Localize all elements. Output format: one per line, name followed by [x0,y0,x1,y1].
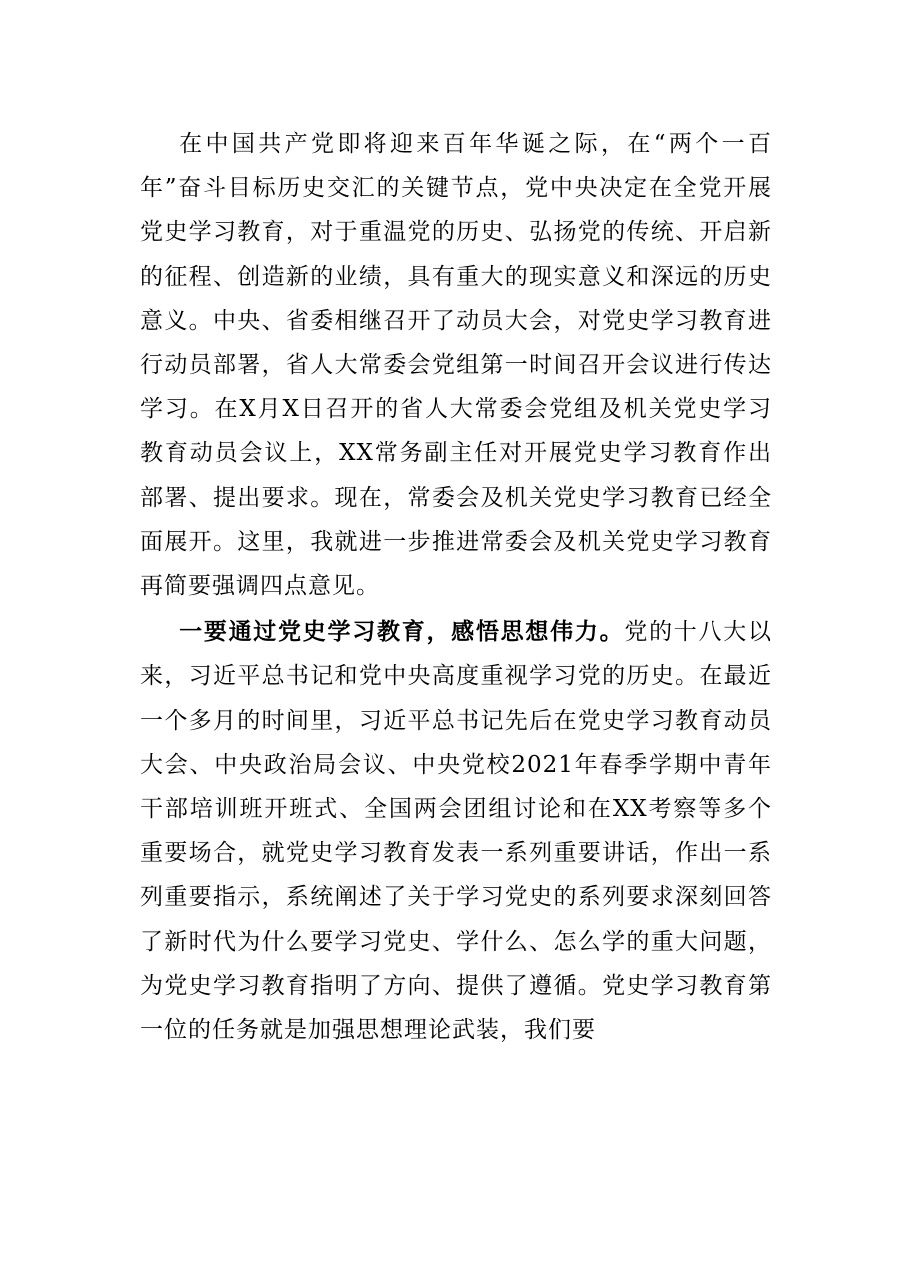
point-one-heading: 一要通过党史学习教育，感悟思想伟力。 [179,618,625,646]
point-one-body: 党的十八大以来，习近平总书记和党中央高度重视学习党的历史。在最近一个多月的时间里，习近平总书记先后在党史学习教育动员大会、中央政治局会议、中央党校2021年春季学期中青年干部培训班开班式、全国两会团组讨论和在XX考察等多个重要场合，就党史学习教育发表一系列重要讲话，作出一系列重要指示，系统阐述了关于学习党史的系列要求深刻回答了新时代为什么要学习党史、学什么、怎么学的重大问题，为党史学习教育指明了方向、提供了遵循。党史学习教育第一位的任务就是加强思想理论武装，我们要 [140,619,773,1044]
intro-paragraph: 在中国共产党即将迎来百年华诞之际，在“两个一百年”奋斗目标历史交汇的关键节点，党中央决定在全党开展党史学习教育，对于重温党的历史、弘扬党的传统、开启新的征程、创造新的业绩，具有重大的现实意义和深远的历史意义。中央、省委相继召开了动员大会，对党史学习教育进行动员部署，省人大常委会党组第一时间召开会议进行传达学习。在X月X日召开的省人大常委会党组及机关党史学习教育动员会议上，XX常务副主任对开展党史学习教育作出部署、提出要求。现在，常委会及机关党史学习教育已经全面展开。这里，我就进一步推进常委会及机关党史学习教育再简要强调四点意见。 [140,131,772,600]
point-one-paragraph [140,610,772,1052]
document-page [140,122,772,1052]
